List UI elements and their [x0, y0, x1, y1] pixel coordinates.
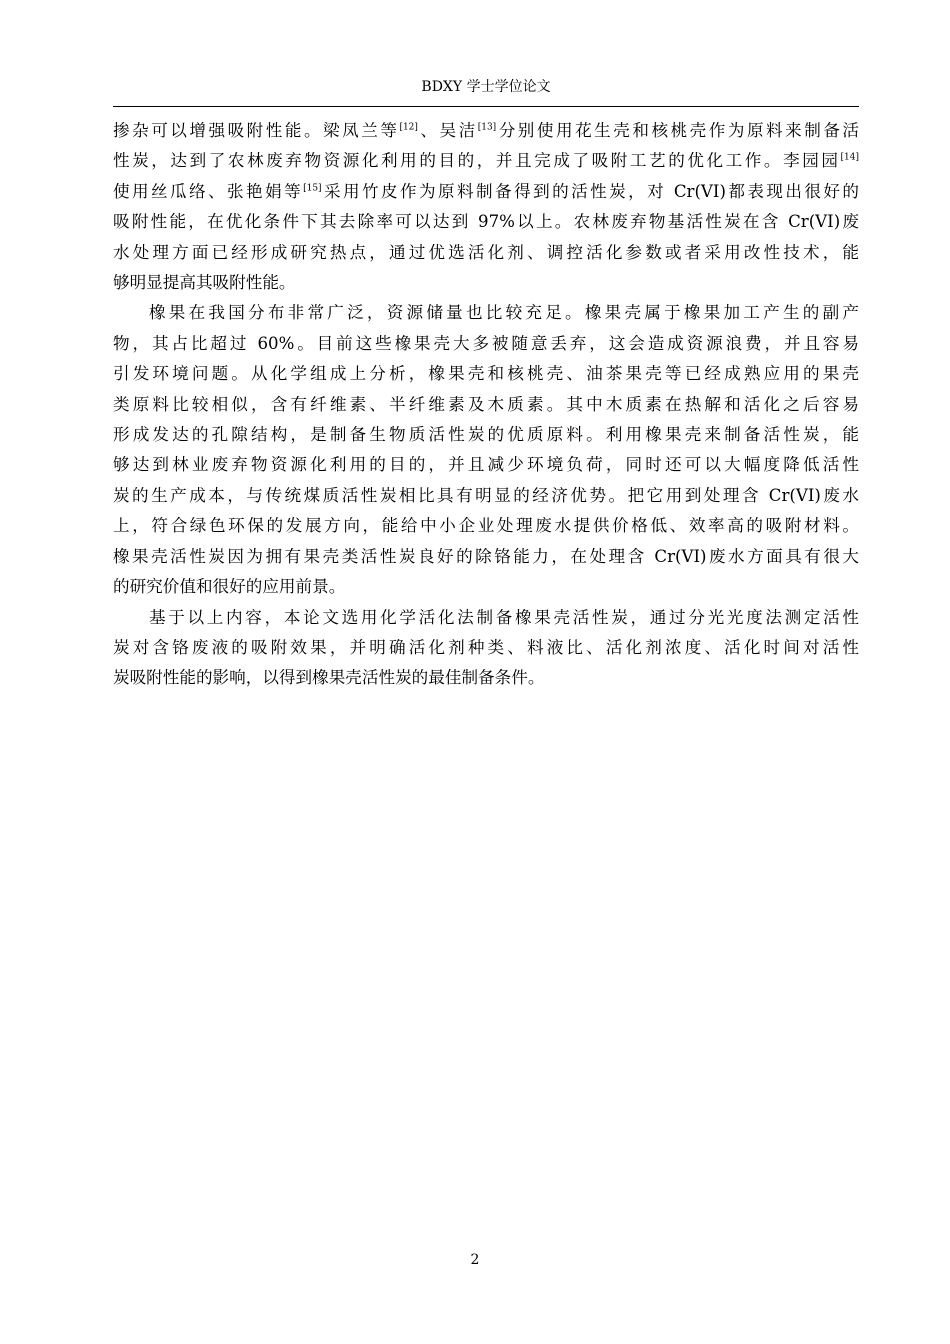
page-header: BDXY 学士学位论文 [421, 79, 551, 95]
text-run: 的研究价值和很好的应用前景。 [113, 577, 346, 597]
text-line [113, 603, 859, 633]
text-line [113, 390, 859, 420]
text-run: 使用丝瓜络、张艳娟等 [113, 181, 304, 201]
text-line [113, 542, 859, 572]
text-run: 炭的生产成本，与传统煤质活性炭相比具有明显的经济优势。把它用到处理含 Cr(VI)废水 [113, 485, 859, 505]
text-run: 基于以上内容，本论文选用化学活化法制备橡果壳活性炭，通过分光光度法测定活性 [149, 607, 859, 627]
text-line [113, 238, 859, 268]
text-line [113, 359, 859, 389]
text-line [113, 298, 859, 328]
text-line [113, 511, 859, 541]
text-line [113, 663, 859, 693]
citation-superscript: [12] [399, 122, 418, 133]
text-run: 上，符合绿色环保的发展方向，能给中小企业处理废水提供价格低、效率高的吸附材料。 [113, 516, 859, 536]
document-body [113, 116, 859, 694]
citation-superscript: [13] [477, 122, 497, 133]
text-run: 物，其占比超过 60%。目前这些橡果壳大多被随意丢弃，这会造成资源浪费，并且容易 [113, 333, 859, 353]
paragraph [113, 603, 859, 694]
text-run: 炭对含铬废液的吸附效果，并明确活化剂种类、料液比、活化剂浓度、活化时间对活性 [113, 637, 859, 657]
text-line [113, 420, 859, 450]
text-run: 分别使用花生壳和核桃壳作为原料来制备活 [496, 121, 860, 140]
text-line [113, 481, 859, 511]
text-line [113, 146, 859, 176]
text-run: 炭吸附性能的影响，以得到橡果壳活性炭的最佳制备条件。 [113, 668, 545, 688]
text-run: 、吴洁 [417, 121, 478, 140]
text-line [113, 572, 859, 602]
text-run: 够达到林业废弃物资源化利用的目的，并且减少环境负荷，同时还可以大幅度降低活性 [113, 455, 859, 475]
text-run: 形成发达的孔隙结构，是制备生物质活性炭的优质原料。利用橡果壳来制备活性炭，能 [113, 425, 859, 445]
text-run: 性炭，达到了农林废弃物资源化利用的目的，并且完成了吸附工艺的优化工作。李园园 [113, 151, 841, 171]
text-line [113, 329, 859, 359]
text-line [113, 450, 859, 480]
paragraph [113, 298, 859, 602]
paragraph [113, 116, 859, 298]
text-line [113, 268, 859, 298]
text-run: 引发环境问题。从化学组成上分析，橡果壳和核桃壳、油茶果壳等已经成熟应用的果壳 [113, 364, 859, 384]
text-line [113, 633, 859, 663]
text-run: 吸附性能，在优化条件下其去除率可以达到 97%以上。农林废弃物基活性炭在含 Cr(VI)废 [113, 212, 859, 232]
header-rule [113, 106, 859, 107]
page-number: 2 [470, 1252, 480, 1268]
text-run: 水处理方面已经形成研究热点，通过优选活化剂、调控活化参数或者采用改性技术，能 [113, 242, 859, 262]
citation-superscript: [14] [840, 152, 859, 163]
text-line [113, 207, 859, 237]
text-run: 够明显提高其吸附性能。 [113, 273, 296, 293]
text-line [113, 177, 859, 207]
text-run: 类原料比较相似，含有纤维素、半纤维素及木质素。其中木质素在热解和活化之后容易 [113, 394, 859, 414]
text-run: 橡果在我国分布非常广泛，资源储量也比较充足。橡果壳属于橡果加工产生的副产 [149, 303, 859, 323]
text-run: 采用竹皮作为原料制备得到的活性炭，对 Cr(VI)都表现出很好的 [321, 181, 860, 201]
text-run: 橡果壳活性炭因为拥有果壳类活性炭良好的除铬能力，在处理含 Cr(VI)废水方面具有很大 [113, 546, 859, 566]
text-line [113, 116, 859, 146]
text-run: 掺杂可以增强吸附性能。梁凤兰等 [113, 121, 400, 140]
citation-superscript: [15] [303, 183, 322, 194]
